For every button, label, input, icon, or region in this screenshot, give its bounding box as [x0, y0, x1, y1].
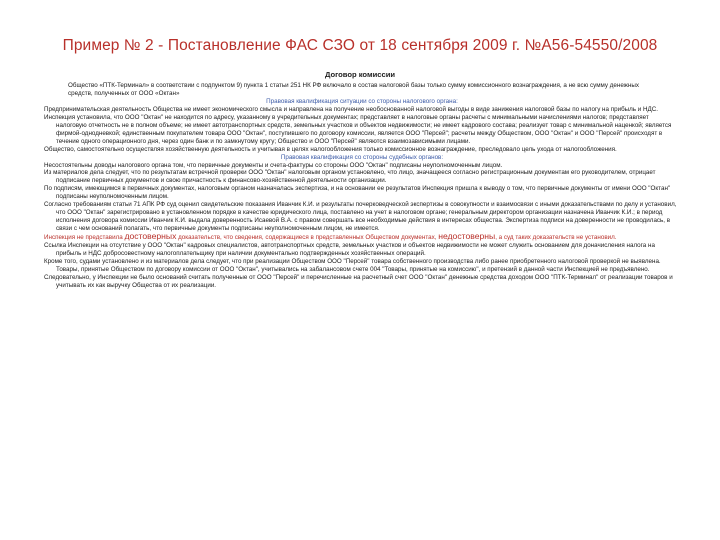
paragraph: Согласно требованиям статьи 71 АПК РФ суд оценил свидетельские показания Иванчик К.И. и результаты почерковедческой экспертизы в совокупности и взаимосвязи с иными доказательствами по делу и установил, что ООО "Октан" зарегистрировано в установленном порядке в качестве юридического лица, поставлено на учет в налоговом органе; генеральным директором организации назначена Иванчик К.И.; в период исполнения договора комиссии Иванчик К.И. выдала доверенность Исаевой В.А. с правом совершать все необходимые действия в интересах общества. Экспертиза подписи на доверенности не проводилась, в связи с чем оснований полагать, что первичные документы подписаны неуполномоченным лицом, не имеется. — [44, 201, 677, 233]
paragraph: По подписям, имеющимся в первичных документах, налоговым органом назначалась экспертиза, и на основании ее результатов Инспекция пришла к выводу о том, что первичные документы от имени ООО "Октан" подписаны неуполномоченным лицом. — [44, 185, 671, 201]
paragraph: Предпринимательская деятельность Общества не имеет экономического смысла и направлена на получение необоснованной налоговой выгоды в виде занижения налоговой базы по налогу на прибыль и НДС. — [44, 105, 659, 113]
section-heading-tax: Правовая квалификация ситуации со стороны налогового органа: — [266, 97, 458, 105]
conclusion-emphasis: достоверных — [124, 231, 177, 242]
document-body — [44, 82, 680, 290]
intro-paragraph: Общество «ПТК-Терминал» в соответствии с подпунктом 9) пункта 1 статьи 251 НК РФ включало в состав налоговой базы только сумму комиссионного вознаграждения, а не всю сумму денежных средств, полученных от ООО «Октан» — [68, 82, 639, 97]
paragraph: Ссылка Инспекции на отсутствие у ООО "Октан" кадровых специалистов, автотранспортных средств, земельных участков и объектов недвижимости не может служить основанием для доначисления налога на прибыль и НДС добросовестному налогоплательщику при наличии документально подтвержденных хозяйственных операций. — [44, 242, 655, 258]
conclusion-emphasis: недостоверны — [438, 231, 496, 242]
paragraph: Следовательно, у Инспекции не было оснований считать полученные от ООО "Персей" и перечисленные на расчетный счет ООО "Октан" денежные средства доходом ООО "ПТК-Терминал" от реализации товаров и учитывать их как выручку Общества от их реализации. — [44, 273, 673, 289]
paragraph: Из материалов дела следует, что по результатам встречной проверки ООО "Октан" налоговым органом установлено, что лицо, значащееся согласно регистрационным документам его руководителем, отрицает подписание первичных документов и свою причастность к финансово-хозяйственной деятельности организации. — [44, 169, 656, 185]
conclusion-text: , а суд таких доказательств не установил. — [495, 234, 617, 242]
paragraph: Кроме того, судами установлено и из материалов дела следует, что при реализации Обществом ООО "Персей" товара собственного производства либо ранее приобретенного налоговой проверкой не выявлена. Товары, принятые Обществом по договору комиссии от ООО "Октан", учитывались на забалансовом счете 004 "Товары, принятые на комиссию", и претензий в данной части Инспекцией не предъявлено. — [44, 257, 661, 273]
highlighted-conclusion — [44, 233, 680, 242]
slide-subtitle: Договор комиссии — [324, 70, 396, 79]
paragraph: Несостоятельны доводы налогового органа том, что первичные документы и счета-фактуры со стороны ООО "Октан" подписаны неуполномоченным лицом. — [44, 161, 503, 169]
slide-title: Пример № 2 - Постановление ФАС СЗО от 18 сентября 2009 г. №А56-54550/2008 — [62, 37, 658, 54]
paragraph: Инспекция установила, что ООО "Октан" не находится по адресу, указанному в учредительных документах; представляет в налоговые органы расчеты с минимальными начислениями налогов; представляет налоговую отчетность не в полном объеме; не имеет автотранспортных средств, земельных участков и объектов недвижимости; не имеет кадрового состава; реализует товар с минимальной наценкой; является фирмой-однодневкой; единственным покупателем товара ООО "Октан", поступившего по договору комиссии, является ООО "Персей"; расчеты между Обществом, ООО "Октан" и ООО "Персей" происходят в течение одного операционного дня, через один банк и по замкнутому кругу; Общество и ООО "Персей" являются взаимозависимыми лицами. — [44, 113, 672, 145]
conclusion-text: доказательств, что сведения, содержащиеся в представленных Обществом документах, — [176, 234, 439, 242]
paragraph: Общество, самостоятельно осуществляя хозяйственную деятельность и учитывая в целях налогообложения только комиссионное вознаграждение, преследовало цель ухода от налогообложения. — [44, 145, 617, 153]
section-heading-court: Правовая квалификация со стороны судебных органов: — [280, 153, 444, 161]
conclusion-text: Инспекция не представила — [44, 234, 125, 242]
